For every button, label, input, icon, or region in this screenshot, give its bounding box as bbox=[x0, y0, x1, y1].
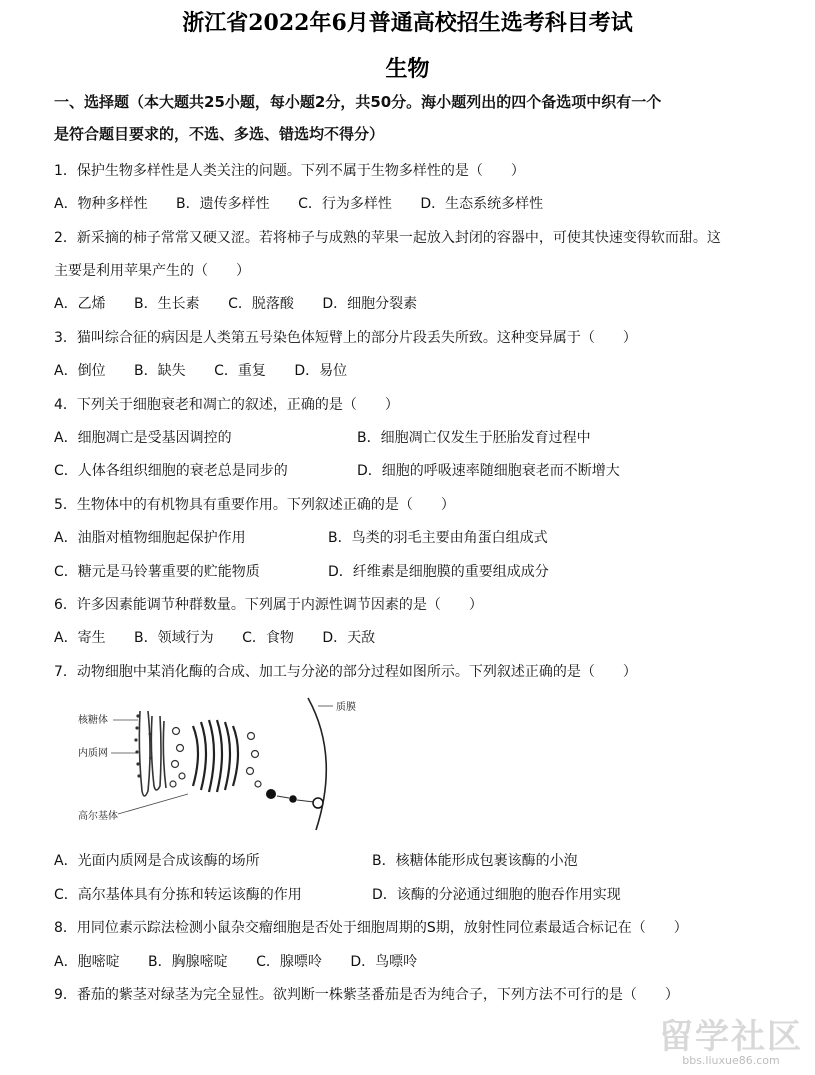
q6-option-a: A．寄生 bbox=[54, 630, 106, 646]
question-4-stem: 4．下列关于细胞衰老和凋亡的叙述，正确的是（ ） bbox=[54, 397, 399, 413]
q6-option-c: C．食物 bbox=[242, 630, 294, 646]
question-9-stem: 9．番茄的紫茎对绿茎为完全显性。欲判断一株紫茎番茄是否为纯合子，下列方法不可行的是（ ） bbox=[54, 987, 679, 1003]
q5-option-a: A．油脂对植物细胞起保护作用 bbox=[54, 530, 246, 546]
q8-option-b: B．胸腺嘧啶 bbox=[148, 954, 228, 970]
q4-option-c: C．人体各组织细胞的衰老总是同步的 bbox=[54, 463, 288, 479]
label-membrane: 质膜 bbox=[336, 702, 356, 713]
question-1-stem: 1．保护生物多样性是人类关注的问题。下列不属于生物多样性的是（ ） bbox=[54, 163, 525, 179]
question-7-stem: 7．动物细胞中某消化酶的合成、加工与分泌的部分过程如图所示。下列叙述正确的是（ ） bbox=[54, 664, 637, 680]
q5-option-d: D．纤维素是细胞膜的重要组成成分 bbox=[328, 564, 549, 580]
q5-option-b: B．鸟类的羽毛主要由角蛋白组成式 bbox=[328, 530, 548, 546]
q1-option-a: A．物种多样性 bbox=[54, 196, 148, 212]
q3-option-d: D．易位 bbox=[294, 363, 348, 379]
vesicles-right bbox=[247, 733, 262, 788]
question-6-options bbox=[54, 628, 399, 648]
q2-option-a: A．乙烯 bbox=[54, 296, 106, 312]
plasma-membrane bbox=[308, 698, 326, 830]
section-heading bbox=[54, 86, 784, 150]
label-er: 内质网 bbox=[78, 748, 108, 759]
question-3-stem: 3．猫叫综合征的病因是人类第五号染色体短臂上的部分片段丢失所致。这种变异属于（ ） bbox=[54, 330, 637, 346]
question-8-stem: 8．用同位素示踪法检测小鼠杂交瘤细胞是否处于细胞周期的S期，放射性同位素最适合标记在（ ） bbox=[54, 920, 688, 936]
label-ribosome: 核糖体 bbox=[78, 715, 108, 726]
q7-option-a: A．光面内质网是合成该酶的场所 bbox=[54, 853, 260, 869]
q2-option-d: D．细胞分裂素 bbox=[322, 296, 418, 312]
q4-option-b: B．细胞凋亡仅发生于胚胎发育过程中 bbox=[357, 430, 591, 446]
q3-option-a: A．倒位 bbox=[54, 363, 106, 379]
q7-option-c: C．高尔基体具有分拣和转运该酶的作用 bbox=[54, 887, 302, 903]
question-1-options bbox=[54, 194, 567, 214]
watermark-brand: 留学社区 bbox=[659, 1017, 803, 1057]
site-watermark bbox=[659, 1009, 803, 1067]
q6-option-b: B．领域行为 bbox=[134, 630, 214, 646]
q1-option-b: B．遗传多样性 bbox=[176, 196, 270, 212]
q4-option-d: D．细胞的呼吸速率随细胞衰老而不断增大 bbox=[357, 463, 620, 479]
q1-option-c: C．行为多样性 bbox=[298, 196, 392, 212]
q8-option-c: C．腺嘌呤 bbox=[256, 954, 322, 970]
question-8-options bbox=[54, 952, 441, 972]
golgi-drawing bbox=[193, 720, 238, 792]
secretory-vesicles bbox=[266, 789, 323, 808]
q4-option-a: A．细胞凋亡是受基因调控的 bbox=[54, 430, 232, 446]
q6-option-d: D．天敌 bbox=[322, 630, 376, 646]
q8-option-a: A．胞嘧啶 bbox=[54, 954, 120, 970]
subject-title: 生物 bbox=[385, 56, 430, 82]
secretion-pathway-diagram bbox=[78, 696, 356, 831]
vesicles-left bbox=[170, 728, 185, 788]
er-drawing bbox=[139, 711, 166, 796]
section-heading-line-2: 是符合题目要求的，不选、多选、错选均不得分） bbox=[54, 125, 385, 143]
question-5-stem: 5．生物体中的有机物具有重要作用。下列叙述正确的是（ ） bbox=[54, 497, 455, 513]
q1-option-d: D．生态系统多样性 bbox=[420, 196, 544, 212]
q8-option-d: D．鸟嘌呤 bbox=[350, 954, 418, 970]
question-3-options bbox=[54, 361, 371, 381]
exam-title: 浙江省2022年6月普通高校招生选考科目考试 bbox=[182, 10, 633, 36]
q7-option-b: B．核糖体能形成包裹该酶的小泡 bbox=[372, 853, 578, 869]
question-2-stem-1: 2．新采摘的柿子常常又硬又涩。若将柿子与成熟的苹果一起放入封闭的容器中，可使其快速变得软而甜。这 bbox=[54, 230, 721, 246]
q3-option-c: C．重复 bbox=[214, 363, 266, 379]
section-heading-line-1: 一、选择题（本大题共25小题，每小题2分，共50分。海小题列出的四个备选项中织有一个 bbox=[54, 93, 662, 111]
watermark-url: bbs.liuxue86.com bbox=[682, 1054, 780, 1067]
q5-option-c: C．糖元是马铃薯重要的贮能物质 bbox=[54, 564, 260, 580]
label-golgi: 高尔基体 bbox=[78, 811, 118, 822]
q2-option-c: C．脱落酸 bbox=[228, 296, 294, 312]
question-2-stem-2: 主要是利用苹果产生的（ ） bbox=[54, 263, 250, 279]
q3-option-b: B．缺失 bbox=[134, 363, 186, 379]
q7-option-d: D．该酶的分泌通过细胞的胞吞作用实现 bbox=[372, 887, 621, 903]
q2-option-b: B．生长素 bbox=[134, 296, 200, 312]
question-2-options bbox=[54, 294, 441, 314]
question-6-stem: 6．许多因素能调节种群数量。下列属于内源性调节因素的是（ ） bbox=[54, 597, 483, 613]
